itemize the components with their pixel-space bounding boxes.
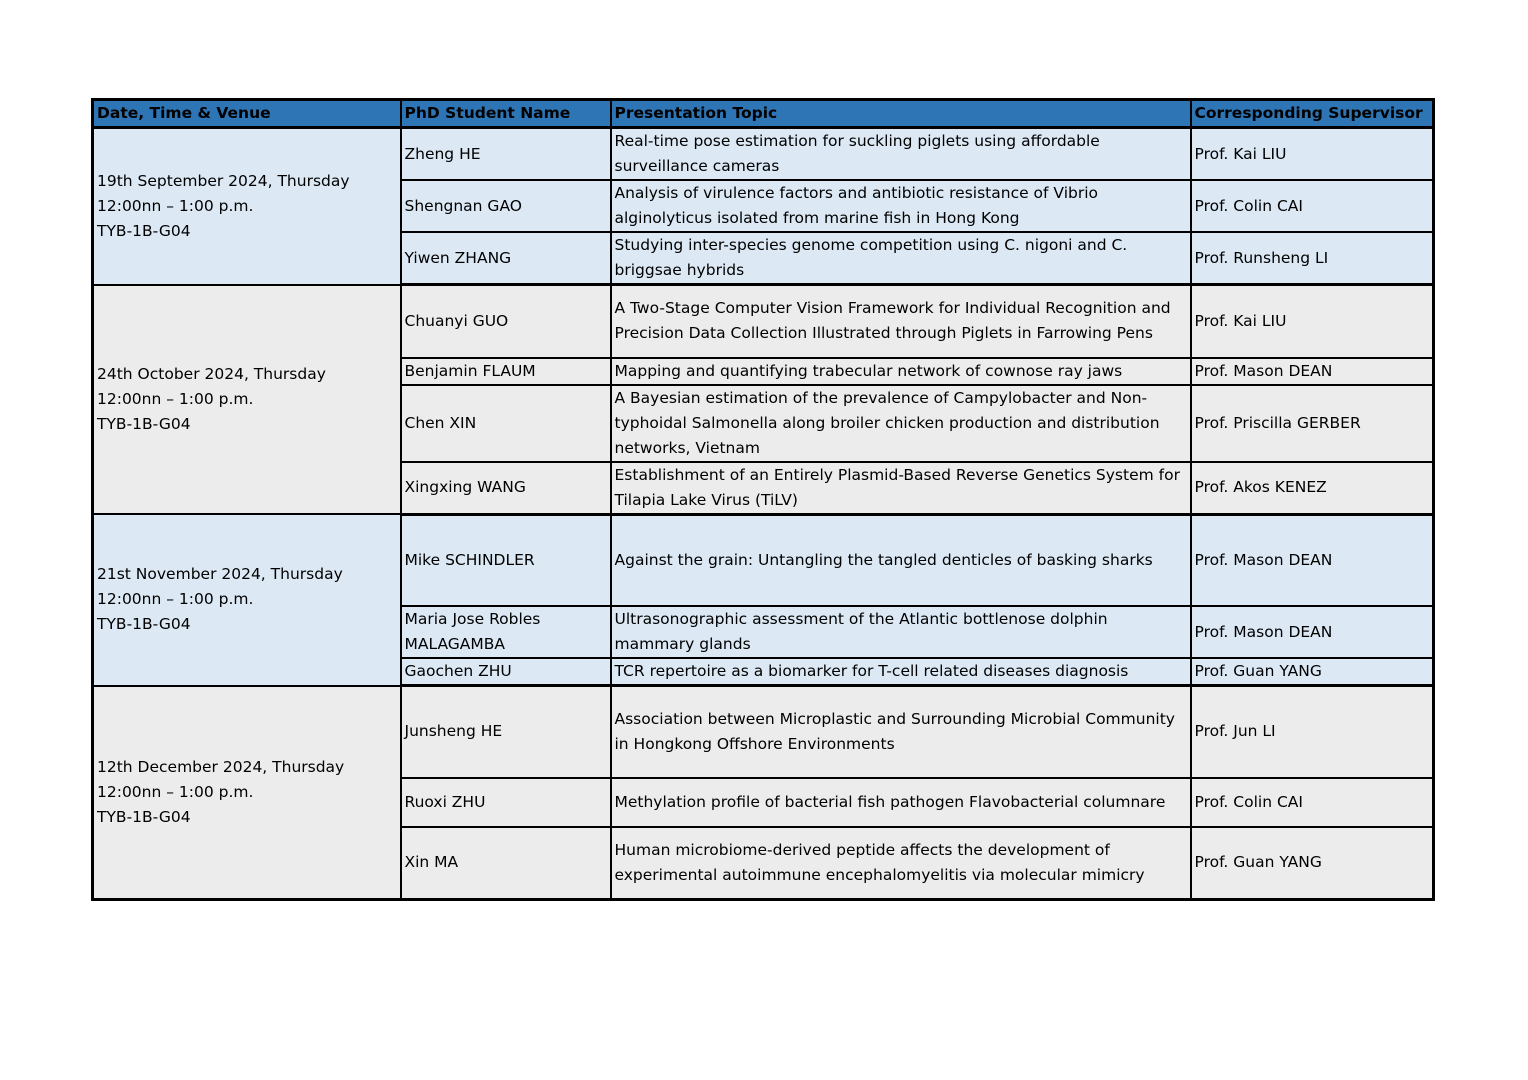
header-student: PhD Student Name <box>401 100 611 128</box>
table-row <box>93 128 1434 181</box>
supervisor-name: Prof. Mason DEAN <box>1191 514 1434 606</box>
student-name: Zheng HE <box>401 128 611 181</box>
supervisor-name: Prof. Guan YANG <box>1191 658 1434 686</box>
presentation-topic: Analysis of virulence factors and antibiotic resistance of Vibrio alginolyticus isolated from marine fish in Hong Kong <box>611 180 1191 232</box>
presentation-topic: A Bayesian estimation of the prevalence of Campylobacter and Non-typhoidal Salmonella along broiler chicken production and distribution networks, Vietnam <box>611 385 1191 462</box>
presentation-topic: Ultrasonographic assessment of the Atlantic bottlenose dolphin mammary glands <box>611 606 1191 658</box>
session-date: 24th October 2024, Thursday <box>97 364 326 383</box>
presentation-topic: Human microbiome-derived peptide affects the development of experimental autoimmune encephalomyelitis via molecular mimicry <box>611 827 1191 900</box>
session-date: 19th September 2024, Thursday <box>97 171 350 190</box>
supervisor-name: Prof. Kai LIU <box>1191 285 1434 358</box>
session-venue: TYB-1B-G04 <box>97 615 191 634</box>
student-name: Yiwen ZHANG <box>401 232 611 285</box>
table-row <box>93 285 1434 358</box>
supervisor-name: Prof. Akos KENEZ <box>1191 462 1434 515</box>
supervisor-name: Prof. Kai LIU <box>1191 128 1434 181</box>
student-name: Ruoxi ZHU <box>401 778 611 827</box>
supervisor-name: Prof. Colin CAI <box>1191 180 1434 232</box>
session-venue: TYB-1B-G04 <box>97 221 191 240</box>
session-time: 12:00nn – 1:00 p.m. <box>97 590 254 609</box>
supervisor-name: Prof. Jun LI <box>1191 686 1434 778</box>
supervisor-name: Prof. Priscilla GERBER <box>1191 385 1434 462</box>
schedule-table <box>91 98 1435 901</box>
session-time: 12:00nn – 1:00 p.m. <box>97 196 254 215</box>
supervisor-name: Prof. Runsheng LI <box>1191 232 1434 285</box>
student-name: Maria Jose Robles MALAGAMBA <box>401 606 611 658</box>
table-row <box>93 686 1434 778</box>
supervisor-name: Prof. Mason DEAN <box>1191 606 1434 658</box>
table-row <box>93 514 1434 606</box>
header-date: Date, Time & Venue <box>93 100 401 128</box>
presentation-topic: Methylation profile of bacterial fish pathogen Flavobacterial columnare <box>611 778 1191 827</box>
student-name: Xin MA <box>401 827 611 900</box>
session-time: 12:00nn – 1:00 p.m. <box>97 782 254 801</box>
session-time: 12:00nn – 1:00 p.m. <box>97 389 254 408</box>
session-date: 21st November 2024, Thursday <box>97 565 343 584</box>
supervisor-name: Prof. Guan YANG <box>1191 827 1434 900</box>
presentation-topic: A Two-Stage Computer Vision Framework for Individual Recognition and Precision Data Collection Illustrated through Piglets in Farrowing Pens <box>611 285 1191 358</box>
session-date: 12th December 2024, Thursday <box>97 757 345 776</box>
session-cell <box>93 285 401 515</box>
student-name: Junsheng HE <box>401 686 611 778</box>
student-name: Chuanyi GUO <box>401 285 611 358</box>
student-name: Shengnan GAO <box>401 180 611 232</box>
session-cell <box>93 514 401 686</box>
student-name: Benjamin FLAUM <box>401 358 611 385</box>
presentation-topic: Mapping and quantifying trabecular network of cownose ray jaws <box>611 358 1191 385</box>
supervisor-name: Prof. Colin CAI <box>1191 778 1434 827</box>
session-cell <box>93 686 401 900</box>
presentation-topic: Establishment of an Entirely Plasmid-Based Reverse Genetics System for Tilapia Lake Virus (TiLV) <box>611 462 1191 515</box>
presentation-topic: Real-time pose estimation for suckling piglets using affordable surveillance cameras <box>611 128 1191 181</box>
student-name: Chen XIN <box>401 385 611 462</box>
presentation-topic: TCR repertoire as a biomarker for T-cell related diseases diagnosis <box>611 658 1191 686</box>
presentation-topic: Association between Microplastic and Surrounding Microbial Community in Hongkong Offshore Environments <box>611 686 1191 778</box>
session-venue: TYB-1B-G04 <box>97 807 191 826</box>
presentation-topic: Studying inter-species genome competition using C. nigoni and C. briggsae hybrids <box>611 232 1191 285</box>
session-venue: TYB-1B-G04 <box>97 414 191 433</box>
session-cell <box>93 128 401 285</box>
presentation-topic: Against the grain: Untangling the tangled denticles of basking sharks <box>611 514 1191 606</box>
header-topic: Presentation Topic <box>611 100 1191 128</box>
student-name: Mike SCHINDLER <box>401 514 611 606</box>
student-name: Gaochen ZHU <box>401 658 611 686</box>
supervisor-name: Prof. Mason DEAN <box>1191 358 1434 385</box>
student-name: Xingxing WANG <box>401 462 611 515</box>
header-row <box>93 100 1434 128</box>
header-supervisor: Corresponding Supervisor <box>1191 100 1434 128</box>
